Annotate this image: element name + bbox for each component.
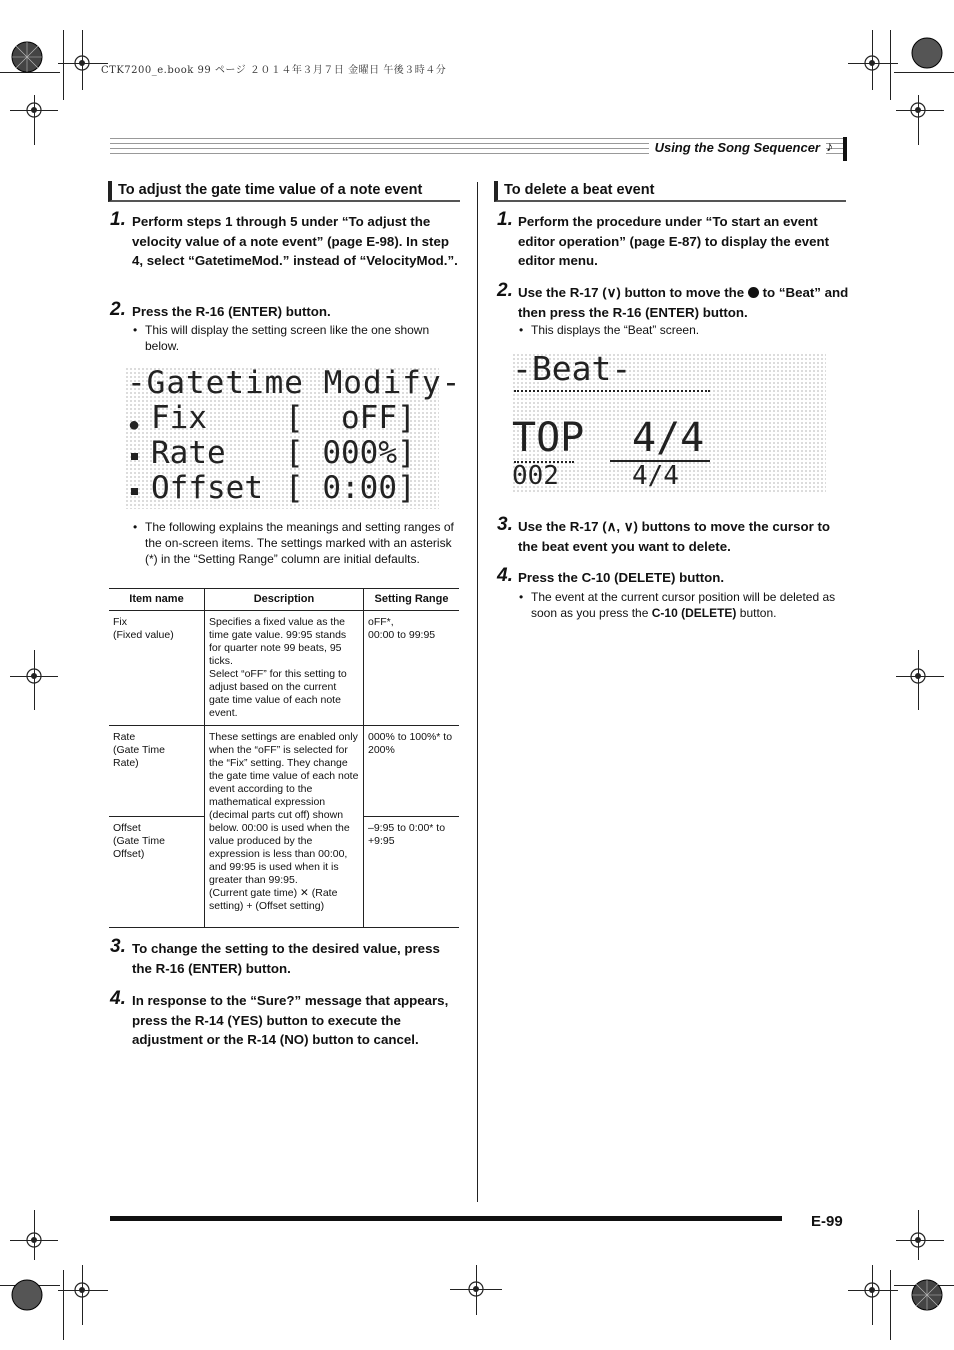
step-number: 4. <box>110 988 126 1009</box>
step-number: 1. <box>497 209 513 230</box>
bullet-square-icon <box>131 488 138 495</box>
step-number: 1. <box>110 209 126 230</box>
column-header: Description <box>205 589 364 611</box>
step-number: 4. <box>497 565 513 586</box>
range-cell: –9:95 to 0:00* to +9:95 <box>368 822 446 847</box>
column-header: Setting Range <box>364 589 460 611</box>
cursor-icon: ● <box>128 414 141 436</box>
step-number: 3. <box>497 514 513 535</box>
step-text: To change the setting to the desired value, press the R-16 (ENTER) button. <box>132 941 440 976</box>
cursor-dot-icon <box>748 287 759 298</box>
footer-rule <box>110 1216 782 1221</box>
step-text: Press the R-16 (ENTER) button. <box>132 304 331 319</box>
description-cell: These settings are enabled only when the “oFF” is selected for the “Fix” setting. They change the gate time value of each note event according to the mathematical expression (decimal parts cut off) shown below. 00:00 is used when the value produced by the expression is less than 00:00, and 99:95 is used when it is greater than 99:95. (Current gate time) ✕ (Rate setting) + (Offset setting) <box>205 726 364 928</box>
lcd-line: -Gatetime Modify- <box>127 365 462 401</box>
description-cell: Specifies a fixed value as the time gate value. 99:95 stands for quarter note 99 beats, 95 ticks. Select “oFF” for this setting to adjust based on the current gate time value of each note event. <box>205 611 364 726</box>
running-header-title: Using the Song Sequencer <box>649 140 826 155</box>
step-text: Use the R-17 (∧, ∨) buttons to move the cursor to the beat event you want to delete. <box>518 519 831 554</box>
step-text: Perform steps 1 through 5 under “To adjust the velocity value of a note event” (page E-98). In step 4, select “GatetimeMod.” instead of “VelocityMod.”. <box>132 214 458 268</box>
step-number: 3. <box>110 936 126 957</box>
book-file-info: CTK7200_e.book 99 ページ ２０１４年３月７日 金曜日 午後３時４分 <box>101 65 447 76</box>
lcd-line: 002 <box>512 461 559 491</box>
table-row <box>109 726 459 817</box>
lcd-gatetime-modify <box>125 365 462 509</box>
header-end-bar <box>843 137 847 161</box>
bullet-note: • The event at the current cursor position will be deleted as soon as you press the C-10 (DELETE) button. <box>519 590 836 620</box>
item-name-cell: Rate (Gate Time Rate) <box>113 731 165 769</box>
bullet-note: • The following explains the meanings and setting ranges of the on-screen items. The settings marked with an asterisk (*) in the “Setting Range” column are initial defaults. <box>133 520 454 566</box>
lcd-line: [ 000%] <box>285 435 416 471</box>
step-text: Use the R-17 (∨) button to move the to “Beat” and then press the R-16 (ENTER) button. <box>518 285 849 320</box>
step-text: Press the C-10 (DELETE) button. <box>518 570 725 585</box>
lcd-line: 4/4 <box>632 415 705 461</box>
item-name-cell: Offset (Gate Time Offset) <box>113 822 165 860</box>
lcd-line: TOP <box>512 415 585 461</box>
lcd-line: [ 0:00] <box>285 470 416 506</box>
lcd-line: Offset <box>151 470 263 506</box>
column-header: Item name <box>109 589 205 611</box>
range-cell: 000% to 100%* to 200% <box>368 731 453 756</box>
step-text: Perform the procedure under “To start an event editor operation” (page E-87) to display the event editor menu. <box>518 214 830 268</box>
music-note-icon: ♪ <box>826 138 833 154</box>
bullet-square-icon <box>131 453 138 460</box>
lcd-line: [ oFF] <box>285 400 416 436</box>
lcd-line: -Beat- <box>512 349 632 388</box>
lcd-line: Fix <box>151 400 207 436</box>
column-divider <box>477 182 478 1202</box>
page-number: E-99 <box>811 1213 843 1230</box>
bullet-note: • This displays the “Beat” screen. <box>519 323 700 337</box>
step-number: 2. <box>110 299 126 320</box>
lcd-line: Rate <box>151 435 226 471</box>
lcd-beat <box>512 349 826 493</box>
lcd-line: 4/4 <box>632 461 679 491</box>
range-cell: oFF*, 00:00 to 99:95 <box>368 616 436 641</box>
settings-table <box>109 588 459 928</box>
section-heading-delete-beat: To delete a beat event <box>494 181 846 202</box>
lcd-divider <box>514 390 710 392</box>
step-number: 2. <box>497 280 513 301</box>
bullet-note: • This will display the setting screen like the one shown below. <box>133 323 430 353</box>
step-text: In response to the “Sure?” message that appears, press the R-14 (YES) button to execute the adjustment or the R-14 (NO) button to cancel. <box>132 993 449 1047</box>
item-name-cell: Fix (Fixed value) <box>113 616 174 641</box>
table-row <box>109 611 459 726</box>
section-heading-gate-time: To adjust the gate time value of a note event <box>108 181 460 202</box>
